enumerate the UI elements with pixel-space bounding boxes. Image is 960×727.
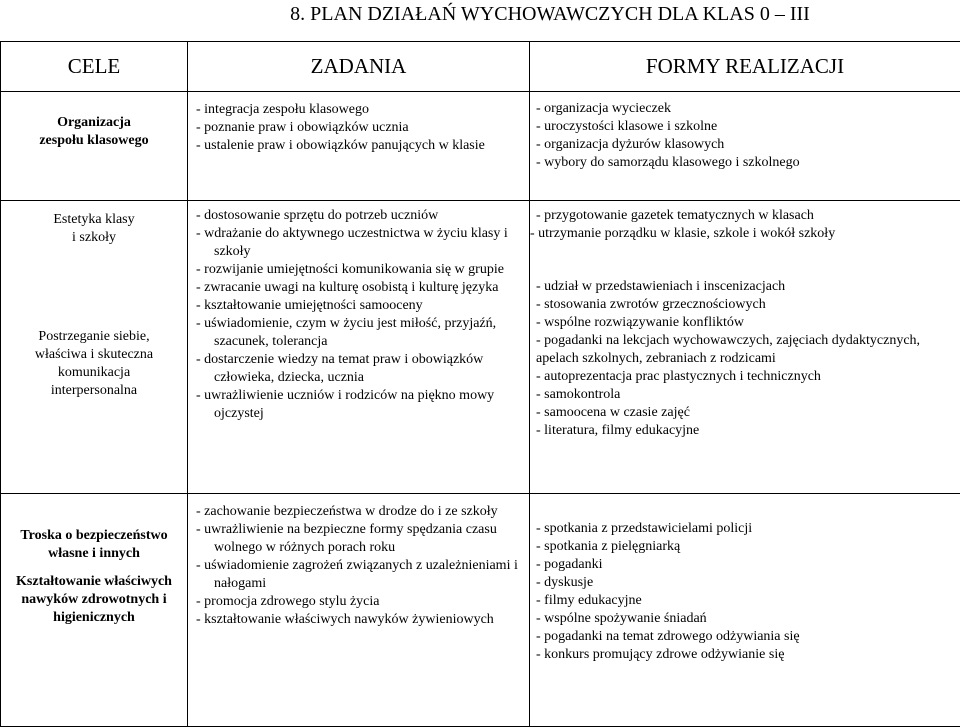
- form-item: - pogadanki: [530, 556, 960, 574]
- task-item: - uwrażliwienie uczniów i rodziców na piękno mowy ojczystej: [188, 387, 529, 423]
- form-item: - spotkania z pielęgniarką: [530, 538, 960, 556]
- goal-line: Kształtowanie właściwych: [1, 573, 187, 591]
- goal-cell: [1, 92, 188, 201]
- task-item: - dostarczenie wiedzy na temat praw i obowiązków człowieka, dziecka, ucznia: [188, 351, 529, 387]
- goal-line: własne i innych: [1, 545, 187, 563]
- form-item: - filmy edukacyjne: [530, 592, 960, 610]
- task-item: - poznanie praw i obowiązków ucznia: [188, 119, 529, 137]
- task-item: - dostosowanie sprzętu do potrzeb uczniów: [188, 207, 529, 225]
- form-item: - literatura, filmy edukacyjne: [530, 422, 960, 440]
- table-row: [1, 201, 960, 494]
- task-item: - uświadomienie, czym w życiu jest miłość, przyjaźń, szacunek, tolerancja: [188, 315, 529, 351]
- form-item: - uroczystości klasowe i szkolne: [530, 118, 960, 136]
- goal-line: Organizacja: [1, 114, 187, 132]
- goal-line: interpersonalna: [1, 382, 187, 400]
- task-item: - kształtowanie właściwych nawyków żywieniowych: [188, 611, 529, 629]
- header-forms: FORMY REALIZACJI: [530, 42, 960, 92]
- form-item: - utrzymanie porządku w klasie, szkole i wokół szkoły: [530, 225, 960, 243]
- form-item: - pogadanki na temat zdrowego odżywiania się: [530, 628, 960, 646]
- form-item: - stosowania zwrotów grzecznościowych: [530, 296, 960, 314]
- form-item: - samokontrola: [530, 386, 960, 404]
- header-goals: CELE: [1, 42, 188, 92]
- task-item: - integracja zespołu klasowego: [188, 101, 529, 119]
- forms-cell: [530, 494, 960, 727]
- form-item: - konkurs promujący zdrowe odżywianie się: [530, 646, 960, 664]
- tasks-cell: [188, 92, 530, 201]
- form-item: - przygotowanie gazetek tematycznych w klasach: [530, 207, 960, 225]
- form-item: - udział w przedstawieniach i inscenizacjach: [530, 278, 960, 296]
- task-item: - zwracanie uwagi na kulturę osobistą i kulturę języka: [188, 279, 529, 297]
- goal-line: i szkoły: [1, 229, 187, 247]
- task-item: - uświadomienie zagrożeń związanych z uzależnieniami i nałogami: [188, 557, 529, 593]
- tasks-cell: [188, 494, 530, 727]
- task-item: - zachowanie bezpieczeństwa w drodze do i ze szkoły: [188, 503, 529, 521]
- header-row: [1, 42, 960, 92]
- forms-cell: [530, 201, 960, 494]
- tasks-cell: [188, 201, 530, 494]
- form-item: - autoprezentacja prac plastycznych i technicznych: [530, 368, 960, 386]
- form-item: - organizacja dyżurów klasowych: [530, 136, 960, 154]
- form-item: - samoocena w czasie zajęć: [530, 404, 960, 422]
- form-item: - organizacja wycieczek: [530, 100, 960, 118]
- goal-line: nawyków zdrowotnych i: [1, 591, 187, 609]
- task-item: - ustalenie praw i obowiązków panujących w klasie: [188, 137, 529, 155]
- page-title: 8. PLAN DZIAŁAŃ WYCHOWAWCZYCH DLA KLAS 0 – III: [0, 1, 960, 27]
- goal-cell: [1, 494, 188, 727]
- goal-line: Troska o bezpieczeństwo: [1, 527, 187, 545]
- form-item: - pogadanki na lekcjach wychowawczych, zajęciach dydaktycznych, apelach szkolnych, zebraniach z rodzicami: [530, 332, 960, 368]
- form-item: - spotkania z przedstawicielami policji: [530, 520, 960, 538]
- goal-line: higienicznych: [1, 609, 187, 627]
- task-item: - promocja zdrowego stylu życia: [188, 593, 529, 611]
- task-item: - rozwijanie umiejętności komunikowania się w grupie: [188, 261, 529, 279]
- form-item: - wspólne rozwiązywanie konfliktów: [530, 314, 960, 332]
- task-item: - uwrażliwienie na bezpieczne formy spędzania czasu wolnego w różnych porach roku: [188, 521, 529, 557]
- form-item: - dyskusje: [530, 574, 960, 592]
- form-item: - wybory do samorządu klasowego i szkolnego: [530, 154, 960, 172]
- goal-line: Postrzeganie siebie,: [1, 328, 187, 346]
- form-item: - wspólne spożywanie śniadań: [530, 610, 960, 628]
- goal-line: komunikacja: [1, 364, 187, 382]
- goal-line: właściwa i skuteczna: [1, 346, 187, 364]
- task-item: - wdrażanie do aktywnego uczestnictwa w życiu klasy i szkoły: [188, 225, 529, 261]
- header-tasks: ZADANIA: [188, 42, 530, 92]
- table-row: [1, 92, 960, 201]
- forms-cell: [530, 92, 960, 201]
- task-item: - kształtowanie umiejętności samooceny: [188, 297, 529, 315]
- goal-line: Estetyka klasy: [1, 211, 187, 229]
- plan-table: [0, 41, 960, 727]
- table-row: [1, 494, 960, 727]
- goal-cell: [1, 201, 188, 494]
- goal-line: zespołu klasowego: [1, 132, 187, 150]
